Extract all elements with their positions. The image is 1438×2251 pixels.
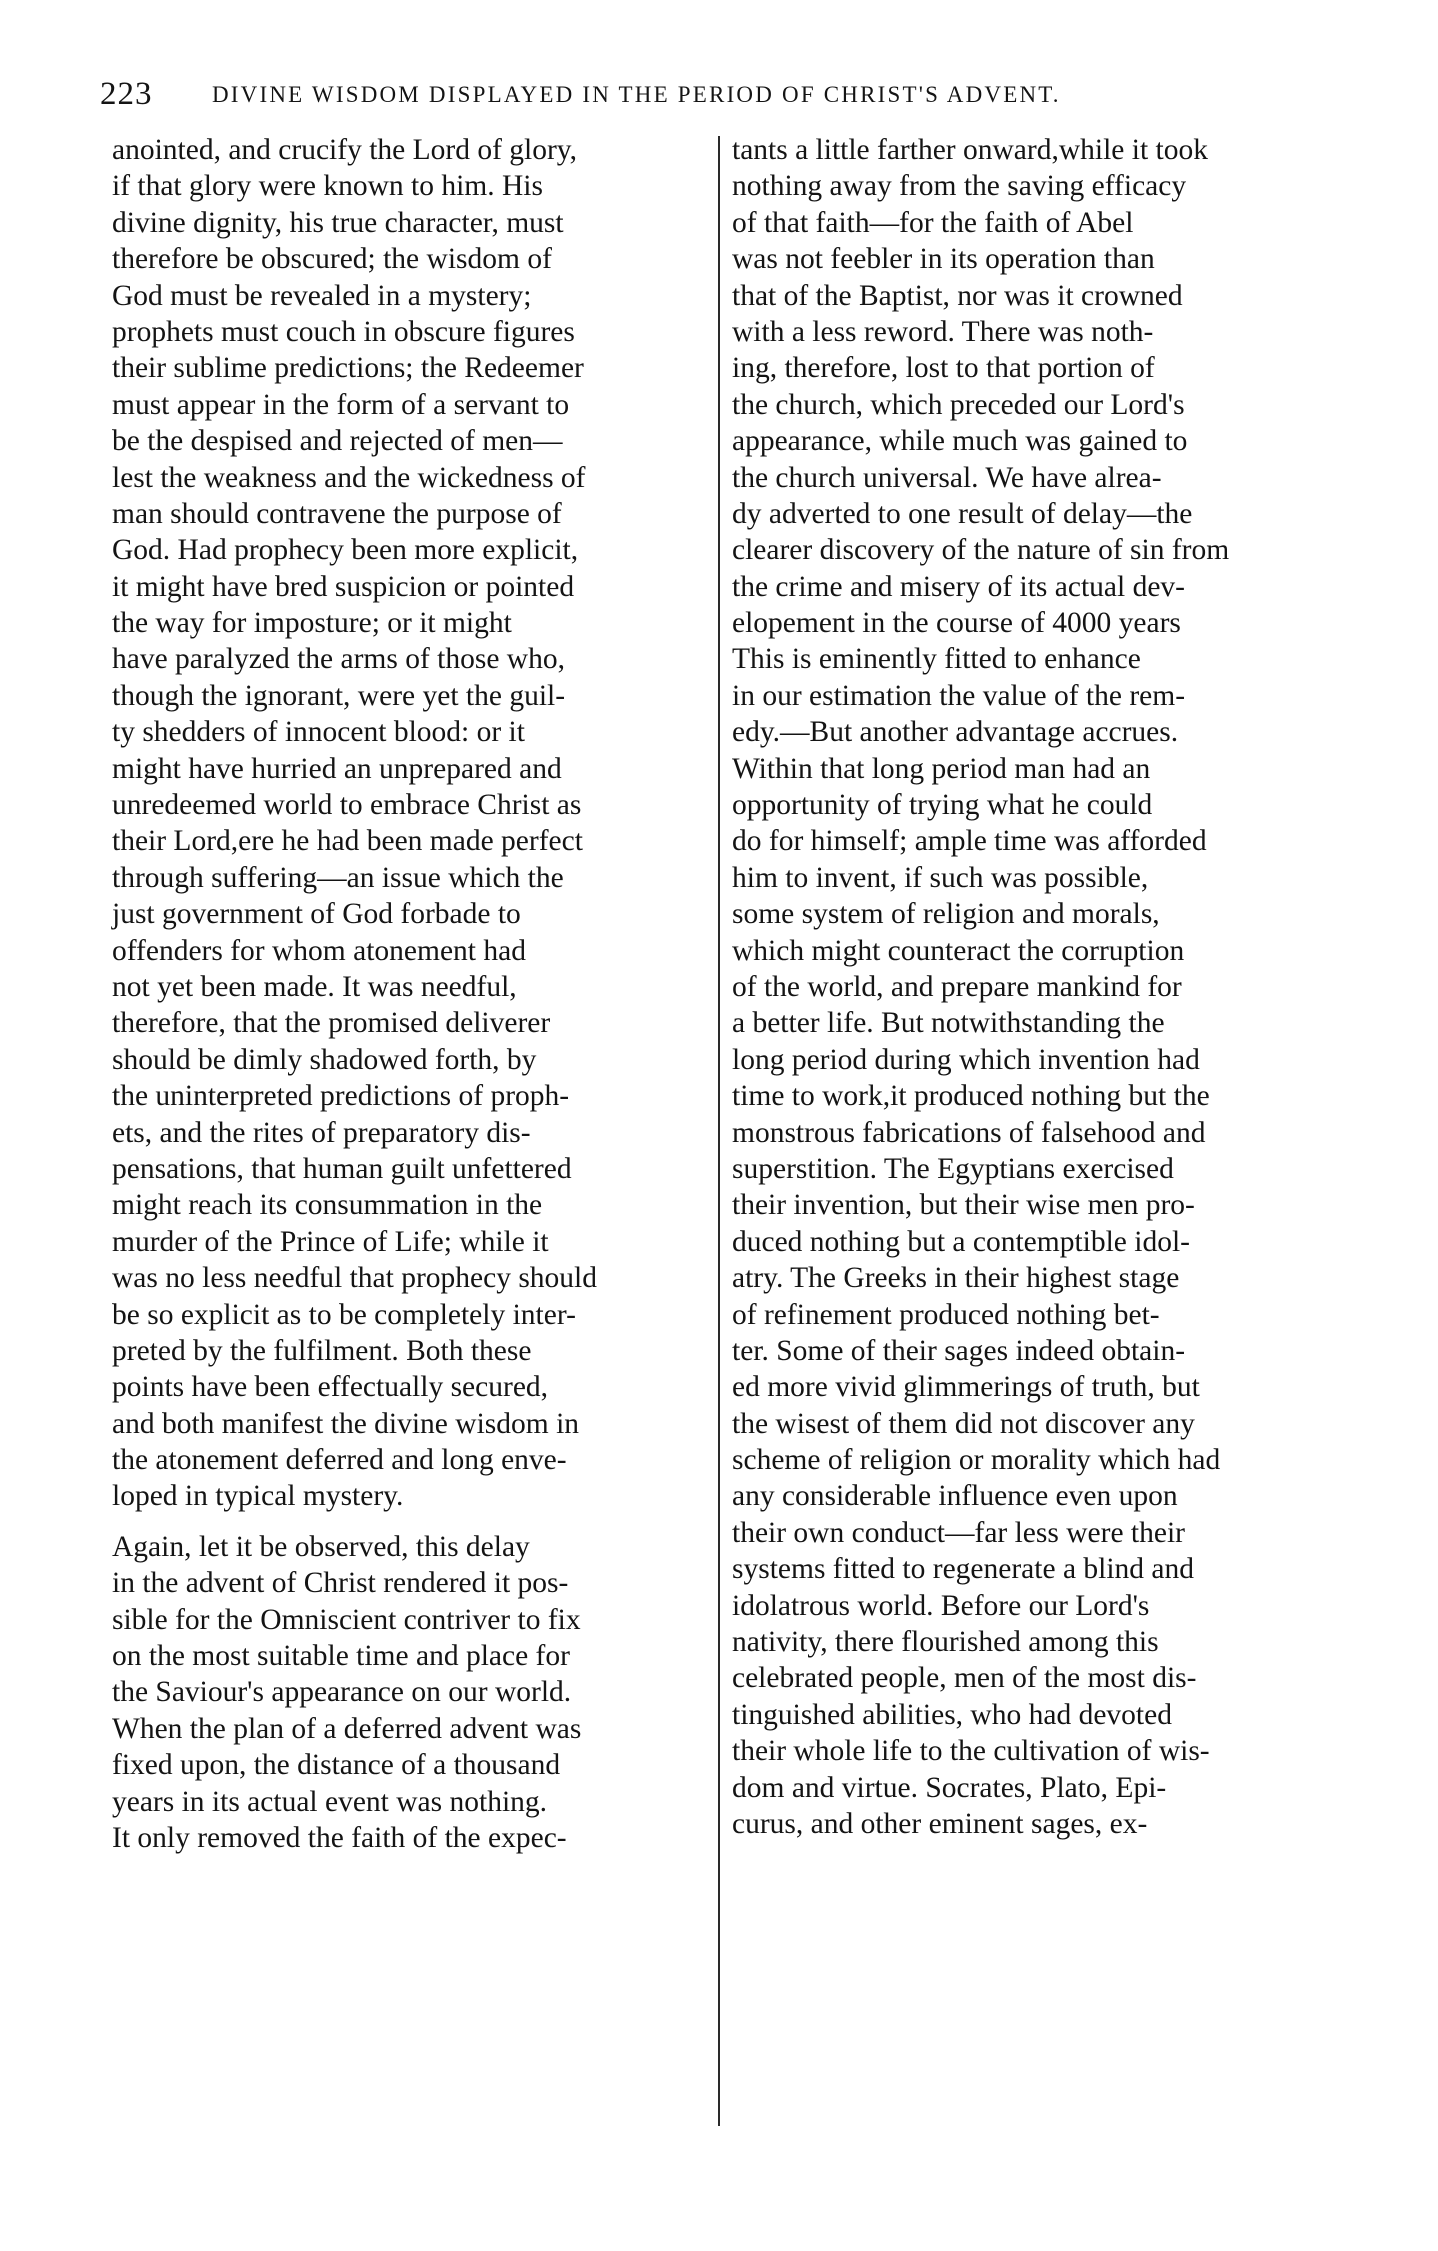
text-line: ed more vivid glimmerings of truth, but <box>732 1371 1200 1404</box>
text-line: if that glory were known to him. His <box>112 170 543 203</box>
text-line: celebrated people, men of the most dis- <box>732 1662 1197 1695</box>
text-line: with a less reword. There was noth- <box>732 315 1154 348</box>
text-line: a better life. But notwithstanding the <box>732 1007 1165 1040</box>
text-line: that of the Baptist, nor was it crowned <box>732 279 1183 312</box>
text-line: of the world, and prepare mankind for <box>732 970 1182 1003</box>
text-line: was no less needful that prophecy should <box>112 1262 598 1295</box>
text-line: appearance, while much was gained to <box>732 425 1188 458</box>
text-column-right <box>732 132 1327 1842</box>
text-line: edy.—But another advantage accrues. <box>732 716 1179 749</box>
text-line: years in its actual event was nothing. <box>112 1785 548 1818</box>
text-line: their invention, but their wise men pro- <box>732 1189 1195 1222</box>
text-line: When the plan of a deferred advent was <box>112 1712 582 1745</box>
text-line: opportunity of trying what he could <box>732 789 1153 822</box>
text-line: have paralyzed the arms of those who, <box>112 643 565 676</box>
text-line: murder of the Prince of Life; while it <box>112 1225 549 1258</box>
text-line: dy adverted to one result of delay—the <box>732 497 1193 530</box>
text-line: unredeemed world to embrace Christ as <box>112 789 582 822</box>
text-line: should be dimly shadowed forth, by <box>112 1043 537 1076</box>
text-line: points have been effectually secured, <box>112 1371 549 1404</box>
text-line: preted by the fulfilment. Both these <box>112 1334 532 1367</box>
text-line: God must be revealed in a mystery; <box>112 279 532 312</box>
text-line: ty shedders of innocent blood: or it <box>112 716 525 749</box>
text-line: the crime and misery of its actual dev- <box>732 570 1185 603</box>
text-line: This is eminently fitted to enhance <box>732 643 1141 676</box>
text-line: of that faith—for the faith of Abel <box>732 206 1134 239</box>
text-line: ets, and the rites of preparatory dis- <box>112 1116 531 1149</box>
text-line: the church, which preceded our Lord's <box>732 388 1185 421</box>
running-title: DIVINE WISDOM DISPLAYED IN THE PERIOD OF CHRIST'S ADVENT. <box>212 82 1061 107</box>
text-line: atry. The Greeks in their highest stage <box>732 1262 1180 1295</box>
text-line: ing, therefore, lost to that portion of <box>732 352 1155 385</box>
text-line: fixed upon, the distance of a thousand <box>112 1749 561 1782</box>
text-line: might have hurried an unprepared and <box>112 752 562 785</box>
text-line: It only removed the faith of the expec- <box>112 1821 567 1854</box>
text-line: their sublime predictions; the Redeemer <box>112 352 584 385</box>
text-line: nothing away from the saving efficacy <box>732 170 1187 203</box>
page-number: 223 <box>100 76 153 112</box>
text-line: scheme of religion or morality which had <box>732 1444 1221 1477</box>
text-line: therefore, that the promised deliverer <box>112 1007 551 1040</box>
text-line: systems fitted to regenerate a blind and <box>732 1553 1195 1586</box>
text-line: prophets must couch in obscure figures <box>112 315 575 348</box>
text-line: the uninterpreted predictions of proph- <box>112 1080 570 1113</box>
text-line: the wisest of them did not discover any <box>732 1407 1195 1440</box>
text-line: man should contravene the purpose of <box>112 497 562 530</box>
text-line: on the most suitable time and place for <box>112 1640 570 1673</box>
text-line: the Saviour's appearance on our world. <box>112 1676 572 1709</box>
text-line: duced nothing but a contemptible idol- <box>732 1225 1190 1258</box>
text-line: in the advent of Christ rendered it pos- <box>112 1567 569 1600</box>
text-line: which might counteract the corruption <box>732 934 1185 967</box>
text-line: offenders for whom atonement had <box>112 934 526 967</box>
text-line: not yet been made. It was needful, <box>112 970 517 1003</box>
text-line: sible for the Omniscient contriver to fix <box>112 1603 581 1636</box>
text-line: might reach its consummation in the <box>112 1189 543 1222</box>
text-line: and both manifest the divine wisdom in <box>112 1407 580 1440</box>
text-line: in our estimation the value of the rem- <box>732 679 1186 712</box>
text-line: divine dignity, his true character, must <box>112 206 564 239</box>
column-divider <box>718 136 720 2126</box>
text-line: curus, and other eminent sages, ex- <box>732 1807 1148 1840</box>
text-line: through suffering—an issue which the <box>112 861 564 894</box>
running-head <box>100 76 1340 120</box>
text-line: idolatrous world. Before our Lord's <box>732 1589 1150 1622</box>
text-line: the way for imposture; or it might <box>112 607 512 640</box>
text-line: elopement in the course of 4000 years <box>732 607 1181 640</box>
text-line: tinguished abilities, who had devoted <box>732 1698 1172 1731</box>
text-line: any considerable influence even upon <box>732 1480 1178 1513</box>
text-line: be so explicit as to be completely inter- <box>112 1298 576 1331</box>
text-line: ter. Some of their sages indeed obtain- <box>732 1334 1186 1367</box>
text-line: loped in typical mystery. <box>112 1480 404 1513</box>
text-line: their own conduct—far less were their <box>732 1516 1185 1549</box>
text-line: long period during which invention had <box>732 1043 1200 1076</box>
text-line: God. Had prophecy been more explicit, <box>112 534 579 567</box>
text-line: him to invent, if such was possible, <box>732 861 1149 894</box>
text-line: was not feebler in its operation than <box>732 243 1155 276</box>
text-line: it might have bred suspicion or pointed <box>112 570 575 603</box>
text-line: of refinement produced nothing bet- <box>732 1298 1160 1331</box>
text-line: do for himself; ample time was afforded <box>732 825 1207 858</box>
text-line: dom and virtue. Socrates, Plato, Epi- <box>732 1771 1167 1804</box>
text-line: superstition. The Egyptians exercised <box>732 1152 1174 1185</box>
text-line: pensations, that human guilt unfettered <box>112 1152 572 1185</box>
text-line: tants a little farther onward,while it took <box>732 134 1208 166</box>
text-line: the church universal. We have alrea- <box>732 461 1162 494</box>
text-line: must appear in the form of a servant to <box>112 388 570 421</box>
text-line: monstrous fabrications of falsehood and <box>732 1116 1206 1149</box>
text-line: anointed, and crucify the Lord of glory, <box>112 134 578 166</box>
text-line: be the despised and rejected of men— <box>112 425 563 458</box>
text-line: therefore be obscured; the wisdom of <box>112 243 552 276</box>
text-line: just government of God forbade to <box>112 898 521 931</box>
text-column-left <box>112 132 706 1856</box>
text-line: the atonement deferred and long enve- <box>112 1444 567 1477</box>
text-line: their whole life to the cultivation of wis- <box>732 1735 1210 1768</box>
text-line: their Lord,ere he had been made perfect <box>112 825 583 858</box>
text-line: clearer discovery of the nature of sin from <box>732 534 1230 567</box>
text-line: time to work,it produced nothing but the <box>732 1080 1210 1113</box>
text-line: though the ignorant, were yet the guil- <box>112 679 566 712</box>
text-line: Within that long period man had an <box>732 752 1151 785</box>
text-line: nativity, there flourished among this <box>732 1626 1159 1659</box>
text-line: lest the weakness and the wickedness of <box>112 461 586 494</box>
text-line: some system of religion and morals, <box>732 898 1160 931</box>
text-line: Again, let it be observed, this delay <box>112 1530 530 1563</box>
